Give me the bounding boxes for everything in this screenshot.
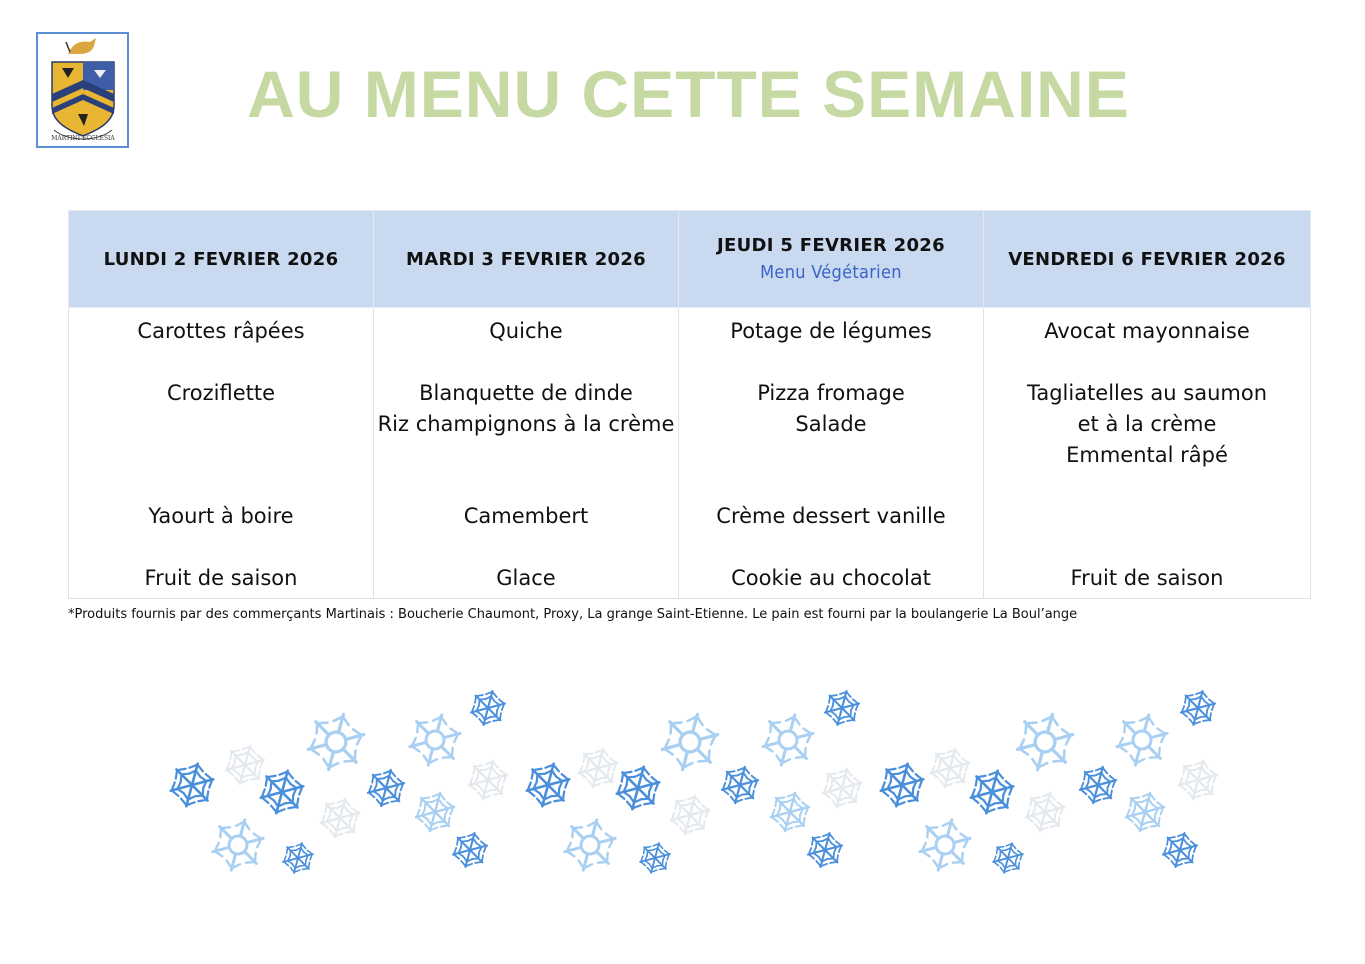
entree-item: Avocat mayonnaise xyxy=(1044,319,1250,343)
main-dish-item: et à la crème xyxy=(1077,412,1217,436)
snowflake-icon xyxy=(717,762,764,808)
day-header-mardi xyxy=(374,211,679,308)
snowflake-icon xyxy=(463,756,512,805)
snowflake-icon xyxy=(875,758,930,812)
snowflake-icon xyxy=(1110,708,1174,772)
snowflake-icon xyxy=(1158,828,1202,871)
day-menu-lundi xyxy=(69,308,374,599)
snowflake-icon xyxy=(1120,788,1169,837)
day-header-label: LUNDI 2 FEVRIER 2026 xyxy=(103,248,339,270)
dessert-item: Fruit de saison xyxy=(144,566,298,590)
snowflake-icon xyxy=(558,813,622,877)
dairy-item: Yaourt à boire xyxy=(148,504,294,528)
dessert-item: Glace xyxy=(496,566,556,590)
snowflake-icon xyxy=(913,813,977,877)
menu-row xyxy=(69,308,1311,599)
entree-item: Carottes râpées xyxy=(137,319,305,343)
snowflake-icon xyxy=(756,708,820,772)
logo-motto: MARTINI ECCLESIA xyxy=(51,135,115,142)
snowflake-icon xyxy=(363,765,410,811)
snowflake-icon xyxy=(220,741,269,790)
snowflake-icon xyxy=(521,758,576,812)
main-dish-item: Tagliatelles au saumon xyxy=(1026,381,1268,405)
snowflake-icon xyxy=(1020,788,1069,837)
snowflake-icon xyxy=(206,813,270,877)
snowflake-icon xyxy=(410,788,459,837)
main-dish-item: Salade xyxy=(795,412,867,436)
snowflake-icon xyxy=(989,839,1027,877)
day-header-vendredi xyxy=(984,211,1311,308)
snowflake-icon xyxy=(403,708,467,772)
snowflake-icon xyxy=(466,686,510,729)
snowflake-icon xyxy=(279,839,317,877)
entree-item: Quiche xyxy=(489,319,563,343)
day-header-jeudi xyxy=(679,211,984,308)
day-header-label: JEUDI 5 FEVRIER 2026 xyxy=(717,235,945,256)
snowflake-icon xyxy=(255,765,310,819)
snowflake-icon xyxy=(315,794,364,843)
snowflake-icon xyxy=(611,761,666,815)
snowflake-icon xyxy=(448,828,492,871)
snowflake-icon xyxy=(655,707,725,777)
snowflake-icon xyxy=(965,765,1020,819)
snowflake-icon xyxy=(765,788,814,837)
vegetarian-menu-label: Menu Végétarien xyxy=(760,262,902,283)
snowflake-decoration xyxy=(150,680,1230,900)
day-header-label: MARDI 3 FEVRIER 2026 xyxy=(406,248,646,270)
menu-table xyxy=(68,210,1311,599)
snowflake-icon xyxy=(1010,707,1080,777)
entree-item: Potage de légumes xyxy=(730,319,932,343)
snowflake-icon xyxy=(817,764,866,813)
main-dish-item: Blanquette de dinde xyxy=(419,381,633,405)
page-title: AU MENU CETTE SEMAINE xyxy=(247,57,1130,131)
dessert-item: Fruit de saison xyxy=(1070,566,1224,590)
snowflake-icon xyxy=(165,758,220,812)
snowflake-icon xyxy=(1075,762,1122,808)
day-header-label: VENDREDI 6 FEVRIER 2026 xyxy=(1008,248,1286,270)
day-header-lundi xyxy=(69,211,374,308)
snowflake-icon xyxy=(820,686,864,729)
snowflake-icon xyxy=(803,828,847,871)
snowflake-icon xyxy=(573,744,622,793)
snowflake-icon xyxy=(665,791,714,840)
header-row xyxy=(69,211,1311,308)
snowflake-icon xyxy=(636,839,674,877)
day-menu-jeudi xyxy=(679,308,984,599)
dessert-item: Cookie au chocolat xyxy=(731,566,931,590)
main-dish-item: Emmental râpé xyxy=(1066,443,1228,467)
main-dish-item: Croziflette xyxy=(166,381,276,405)
snowflake-icon xyxy=(1173,756,1222,805)
day-menu-vendredi xyxy=(984,308,1311,599)
snowflake-icon xyxy=(1176,686,1220,729)
main-dish-item: Pizza fromage xyxy=(757,381,905,405)
suppliers-footnote: *Produits fournis par des commerçants Martinais : Boucherie Chaumont, Proxy, La grange Saint-Etienne. Le pain est fourni par la boulangerie La Boul’ange xyxy=(68,607,1078,622)
dairy-item: Camembert xyxy=(463,504,589,528)
dairy-item: Crème dessert vanille xyxy=(716,504,946,528)
snowflake-icon xyxy=(301,707,371,777)
main-dish-item: Riz champignons à la crème xyxy=(377,412,675,436)
snowflake-icon xyxy=(925,744,974,793)
day-menu-mardi xyxy=(374,308,679,599)
